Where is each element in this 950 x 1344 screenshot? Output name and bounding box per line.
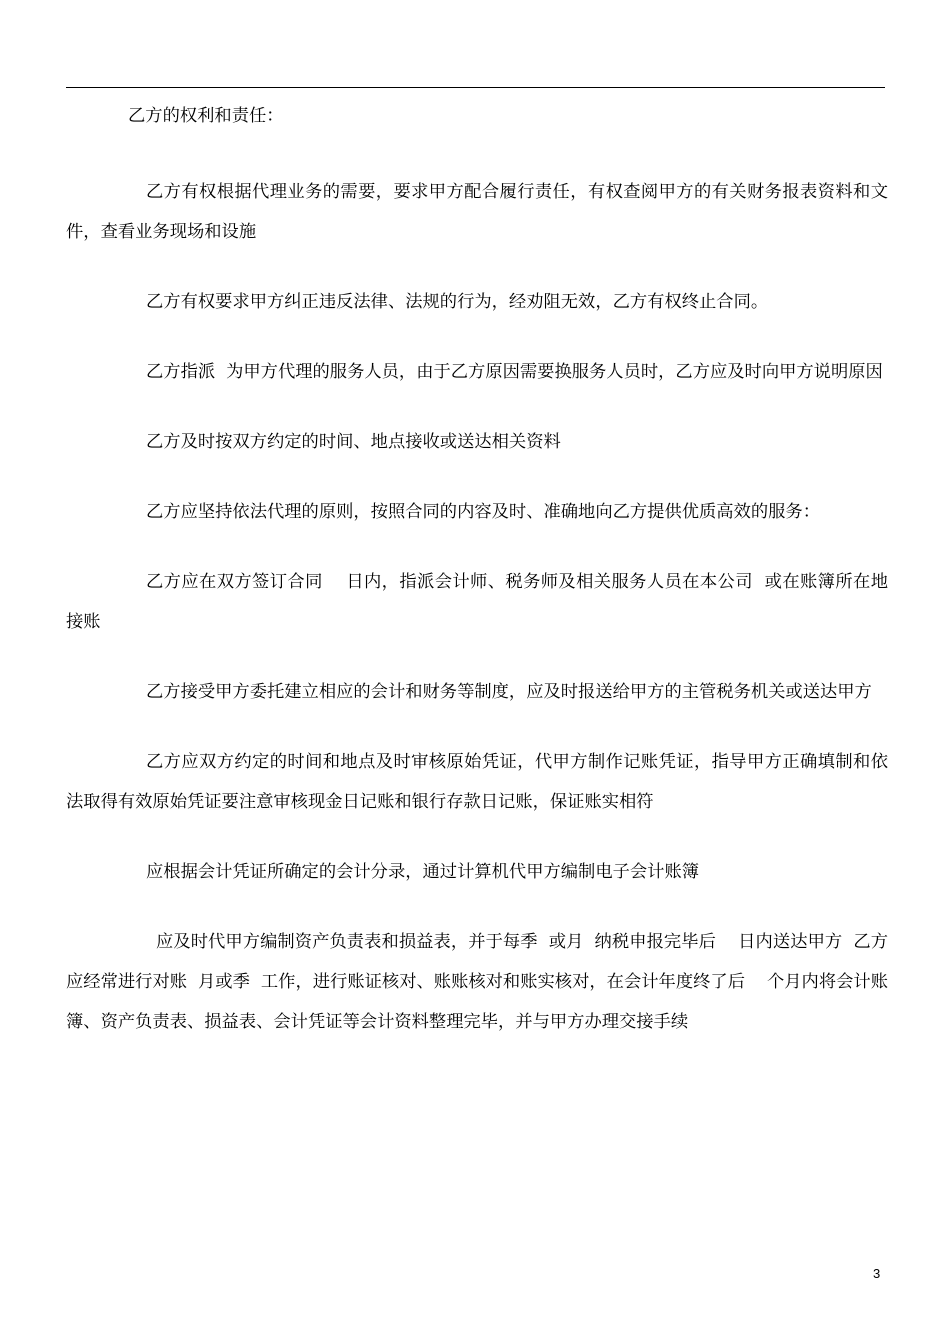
paragraph: 乙方应双方约定的时间和地点及时审核原始凭证，代甲方制作记账凭证，指导甲方正确填制和依法取得有效原始凭证要注意审核现金日记账和银行存款日记账，保证账实相符	[66, 752, 888, 812]
paragraph: 应及时代甲方编制资产负责表和损益表，并于每季 或月 纳税申报完毕后 日内送达甲方 乙方应经常进行对账 月或季 工作，进行账证核对、账账核对和账实核对，在会计年度终了后 个月内将会计账簿、资产负责表、损益表、会计凭证等会计资料整理完毕，并与甲方办理交接手续	[66, 932, 888, 1032]
paragraph: 乙方及时按双方约定的时间、地点接收或送达相关资料	[146, 432, 561, 452]
paragraph: 乙方有权要求甲方纠正违反法律、法规的行为，经劝阻无效，乙方有权终止合同。	[146, 292, 769, 312]
paragraph: 应根据会计凭证所确定的会计分录，通过计算机代甲方编制电子会计账簿	[146, 862, 700, 882]
paragraph: 乙方指派 为甲方代理的服务人员，由于乙方原因需要换服务人员时，乙方应及时向甲方说明原因	[146, 362, 883, 382]
paragraph-section-heading: 乙方的权利和责任：	[128, 106, 284, 126]
paragraph: 乙方有权根据代理业务的需要，要求甲方配合履行责任，有权查阅甲方的有关财务报表资料和文件，查看业务现场和设施	[66, 182, 888, 242]
header-rule	[66, 87, 885, 88]
page-number: 3	[873, 1266, 881, 1281]
document-body	[66, 96, 899, 1072]
paragraph: 乙方接受甲方委托建立相应的会计和财务等制度，应及时报送给甲方的主管税务机关或送达甲方	[146, 682, 872, 702]
paragraph: 乙方应在双方签订合同 日内，指派会计师、税务师及相关服务人员在本公司 或在账簿所在地 接账	[66, 572, 899, 632]
paragraph: 乙方应坚持依法代理的原则，按照合同的内容及时、准确地向乙方提供优质高效的服务：	[146, 502, 820, 522]
